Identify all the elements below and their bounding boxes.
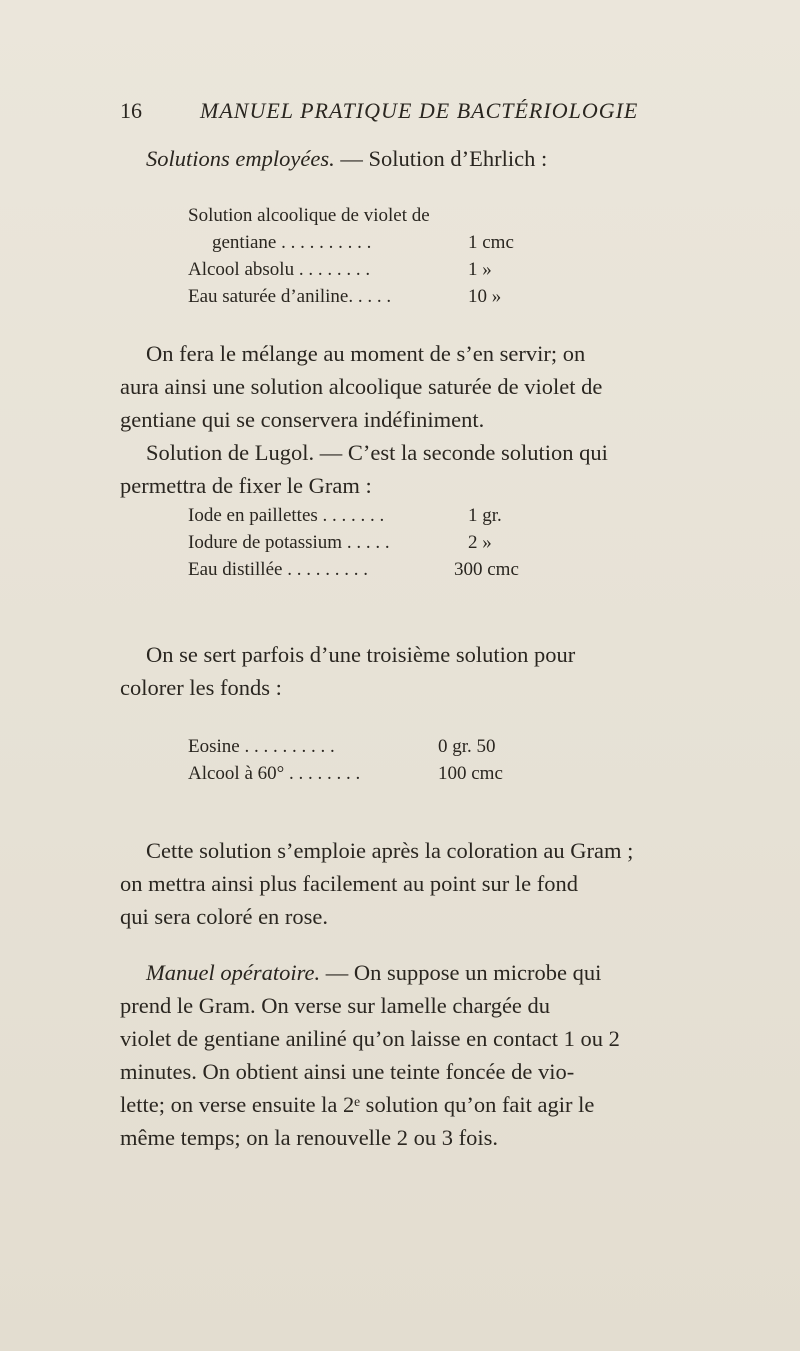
ingredient-name: Iode en paillettes . . . . . . . [188,505,385,526]
procedure-label: Manuel opératoire. [146,960,321,985]
ingredient-name: Eau saturée d’aniline. . . . . [188,286,392,307]
ingredient-quantity: 10 » [468,286,502,307]
paragraph-eosine-note [120,834,785,933]
recipe-row [188,556,688,583]
ingredient-quantity: 300 cmc [454,559,519,580]
paragraph-procedure [120,956,785,1154]
ingredient-name: gentiane . . . . . . . . . . [212,232,372,253]
text-line: Cette solution s’emploie après la coloration au Gram ; [146,838,634,863]
recipe-ehrlich [188,202,688,310]
ingredient-quantity: 0 gr. 50 [438,736,496,757]
recipe-row [188,283,688,310]
ingredient-quantity: 1 gr. [468,505,502,526]
text-line: Solution de Lugol. — C’est la seconde solution qui [146,440,608,465]
text-line: On fera le mélange au moment de s’en servir; on [146,341,586,366]
intro-line [120,142,785,175]
recipe-row [188,229,688,256]
text-line: minutes. On obtient ainsi une teinte foncée de vio- [120,1059,575,1084]
ingredient-quantity: 1 cmc [468,232,514,253]
page-header [120,98,720,128]
ingredient-name: Eosine . . . . . . . . . . [188,736,335,757]
text-line: gentiane qui se conservera indéfiniment. [120,407,485,432]
recipe-eosine [188,733,688,787]
recipe-row [188,202,688,229]
text-line: permettra de fixer le Gram : [120,473,372,498]
paragraph-third-solution [120,638,785,704]
text-line: prend le Gram. On verse sur lamelle chargée du [120,993,551,1018]
text-line: même temps; on la renouvelle 2 ou 3 fois. [120,1125,499,1150]
recipe-row [188,733,688,760]
text-line: aura ainsi une solution alcoolique saturée de violet de [120,374,603,399]
text-line: on mettra ainsi plus facilement au point sur le fond [120,871,579,896]
text-line: lette; on verse ensuite la 2ᵉ solution qu’on fait agir le [120,1092,595,1117]
ingredient-name: Iodure de potassium . . . . . [188,532,390,553]
page-number: 16 [120,98,142,123]
text-line: On se sert parfois d’une troisième solution pour [146,642,576,667]
ingredient-name: Solution alcoolique de violet de [188,205,430,226]
intro-label: Solutions employées. [146,146,335,171]
recipe-row [188,529,688,556]
recipe-lugol [188,502,688,583]
text-line: violet de gentiane aniliné qu’on laisse en contact 1 ou 2 [120,1026,620,1051]
ingredient-quantity: 1 » [468,259,492,280]
text-line: qui sera coloré en rose. [120,904,329,929]
recipe-row [188,256,688,283]
ingredient-quantity: 100 cmc [438,763,503,784]
running-title: MANUEL PRATIQUE DE BACTÉRIOLOGIE [200,98,639,123]
ingredient-name: Alcool à 60° . . . . . . . . [188,763,361,784]
ingredient-name: Alcool absolu . . . . . . . . [188,259,371,280]
recipe-row [188,502,688,529]
ingredient-name: Eau distillée . . . . . . . . . [188,559,368,580]
recipe-row [188,760,688,787]
ingredient-quantity: 2 » [468,532,492,553]
text-line: colorer les fonds : [120,675,282,700]
text-line: — On suppose un microbe qui [320,960,602,985]
paragraph-ehrlich-note [120,337,785,502]
intro-text: — Solution d’Ehrlich : [334,146,548,171]
